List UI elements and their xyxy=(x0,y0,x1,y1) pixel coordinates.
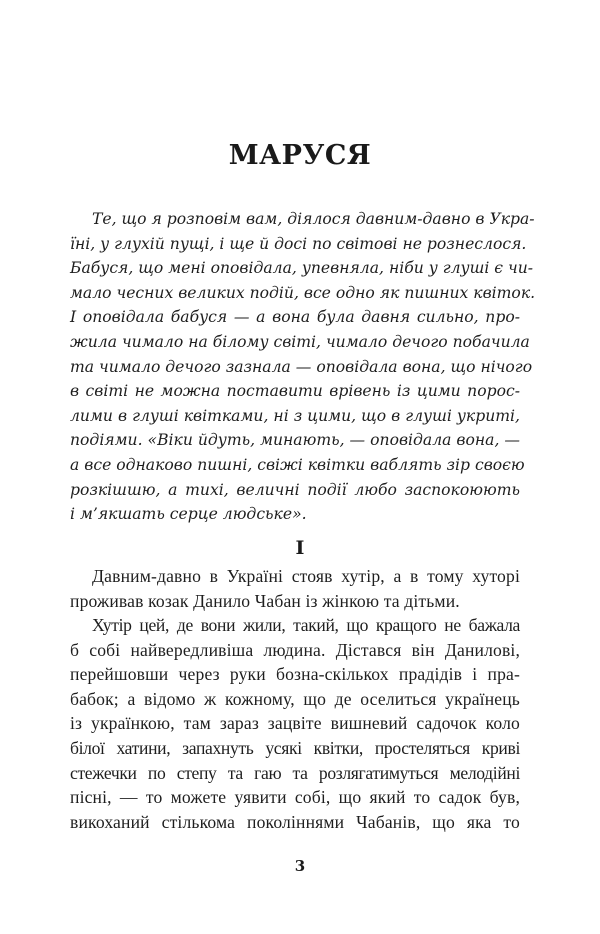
paragraph-line: проживав козак Данило Чабан із жінкою та дітьми. xyxy=(70,590,460,611)
epigraph-line: а все однаково пишні, свіжі квітки ваблять зір своєю xyxy=(70,455,525,474)
epigraph-line: жила чимало на білому світі, чимало дечого побачила xyxy=(70,332,530,351)
paragraph-line: пісні, — то можете уявити собі, що який то садок був, xyxy=(70,787,520,808)
epigraph-line: мало чесних великих подій, все одно як пишних квіток. xyxy=(70,283,536,302)
paragraph-2 xyxy=(70,613,520,834)
paragraph-line: Хутір цей, де вони жили, такий, що кращого не бажала xyxy=(92,615,520,635)
epigraph-line: подіями. «Віки йдуть, минають, — оповідала вона, — xyxy=(70,431,520,450)
paragraph-1 xyxy=(70,564,520,613)
epigraph-line: в світі не можна поставити врівень із цими порос- xyxy=(70,382,520,401)
paragraph-line: стежечки по степу та гаю та розлягатимуться мелодійні xyxy=(70,762,520,783)
paragraph-line: викоханий стількома поколіннями Чабанів, що яка то xyxy=(70,811,520,832)
paragraph-line: із українкою, там зараз зацвіте вишневий садочок коло xyxy=(70,713,520,734)
paragraph-line: білої хатини, запахнуть усякі квітки, простеляться криві xyxy=(70,737,520,758)
paragraph-line: перейшовши через руки бозна-скількох прадідів і пра- xyxy=(70,664,520,685)
epigraph-line: І оповідала бабуся — а вона була давня сильно, про- xyxy=(70,308,520,327)
epigraph-line: їні, у глухій пущі, і ще й досі по світові не рознеслося. xyxy=(70,234,527,253)
epigraph-line: і м’якшать серце людське». xyxy=(70,505,307,524)
page-number: 3 xyxy=(294,857,306,875)
epigraph-line: розкішшю, а тихі, величні події любо заспокоюють xyxy=(70,480,520,499)
section-number: I xyxy=(295,537,305,559)
paragraph-line: Давним-давно в Україні стояв хутір, а в тому хуторі xyxy=(92,566,520,586)
epigraph-line: Те, що я розповім вам, діялося давним-давно в Укра- xyxy=(92,210,535,228)
paragraph-line: б собі найвередливіша людина. Дістався він Данилові, xyxy=(70,639,520,660)
epigraph-line: та чимало дечого зазнала — оповідала вона, що нічого xyxy=(70,357,533,376)
epigraph-line: Бабуся, що мені оповідала, упевняла, ніби у глуші є чи- xyxy=(70,259,534,278)
paragraph-line: бабок; а відомо ж кожному, що де оселиться українець xyxy=(70,688,520,709)
epigraph xyxy=(70,207,536,527)
epigraph-line: лими в глуші квітками, ні з цими, що в глуші укриті, xyxy=(70,406,520,425)
chapter-title: МАРУСЯ xyxy=(228,140,372,171)
